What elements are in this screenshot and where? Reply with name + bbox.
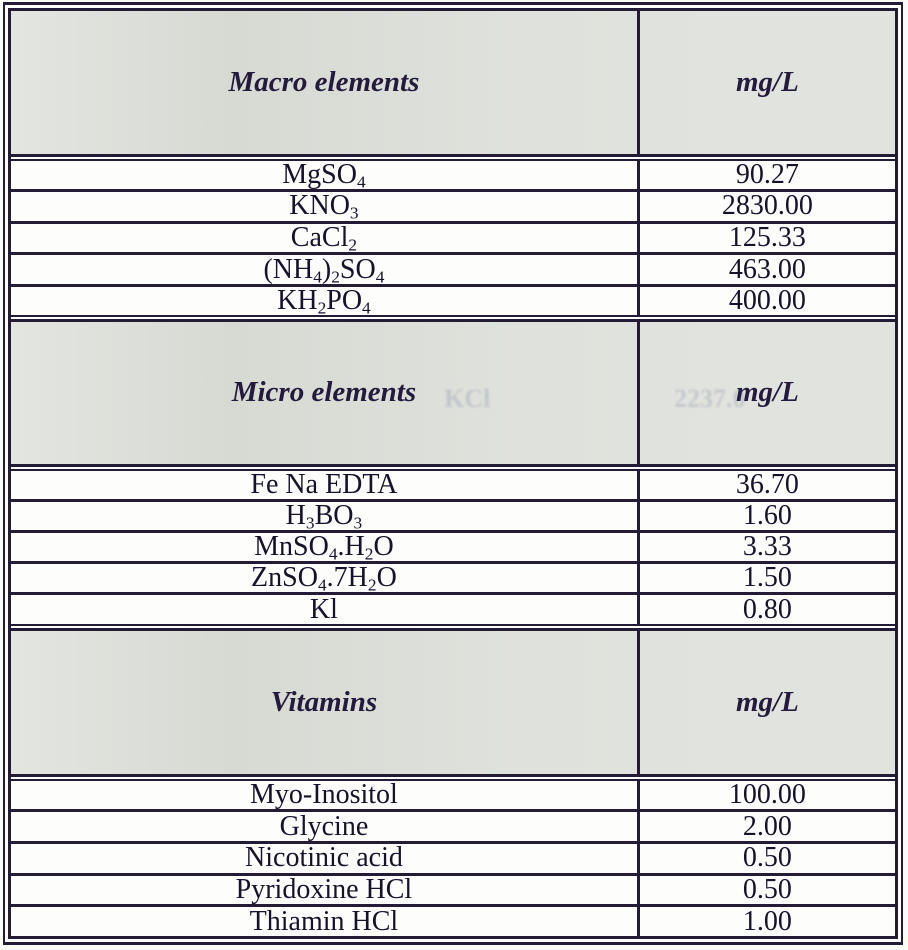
compound-cell — [11, 907, 637, 936]
bleed-through-text: 2237.0 — [674, 383, 746, 413]
concentration-value: 1.50 — [742, 562, 792, 594]
section-header-row — [11, 11, 895, 157]
concentration-cell — [637, 158, 895, 190]
concentration-cell — [637, 287, 895, 316]
table-row — [11, 158, 895, 192]
subscript: 2 — [348, 235, 358, 255]
compound-name: CaCl$_2$ — [290, 222, 358, 255]
compound-name: Fe Na EDTA — [250, 468, 398, 500]
unit-label: mg/L — [736, 376, 799, 409]
concentration-cell — [637, 499, 895, 531]
compound-cell — [11, 781, 637, 810]
subscript: 3 — [353, 513, 363, 533]
table-row — [11, 873, 895, 905]
compound-name: Myo-Inositol — [250, 779, 398, 811]
compound-name: $(NH_4)_2SO_4$ — [263, 253, 385, 286]
compound-name: Kl — [309, 593, 338, 625]
concentration-cell — [637, 812, 895, 841]
section-header-cell — [11, 11, 637, 154]
subscript: 3 — [349, 203, 359, 223]
compound-cell — [11, 812, 637, 841]
table-row — [11, 284, 895, 316]
compound-name: Glycine — [279, 810, 369, 842]
section-title: Macro elements — [228, 65, 420, 98]
bleed-through-text: KCl — [444, 383, 491, 413]
subscript: 4 — [317, 575, 327, 595]
compound-cell — [11, 255, 637, 284]
table-row — [11, 841, 895, 873]
concentration-value: 125.33 — [728, 222, 806, 253]
concentration-cell — [637, 255, 895, 284]
subscript: 4 — [356, 172, 366, 192]
section-header-row — [11, 319, 895, 466]
section-header-cell — [11, 631, 637, 774]
concentration-value: 1.60 — [742, 499, 792, 531]
concentration-value: 463.00 — [728, 253, 806, 285]
compound-cell — [11, 224, 637, 253]
concentration-value: 1.00 — [742, 905, 792, 937]
section-header-cell — [11, 322, 637, 463]
compound-name: Nicotinic acid — [245, 842, 403, 874]
concentration-value: 90.27 — [735, 158, 799, 190]
concentration-cell — [637, 844, 895, 873]
section-body — [11, 469, 895, 626]
compound-cell — [11, 468, 637, 500]
concentration-cell — [637, 781, 895, 810]
unit-header-cell — [637, 631, 895, 774]
concentration-cell — [637, 907, 895, 936]
table-row — [11, 468, 895, 500]
subscript: 4 — [375, 266, 385, 286]
subscript: 2 — [367, 575, 377, 595]
section-body — [11, 779, 895, 936]
concentration-cell — [637, 224, 895, 253]
concentration-cell — [637, 468, 895, 500]
table-row — [11, 904, 895, 936]
concentration-value: 36.70 — [735, 468, 799, 500]
unit-label: mg/L — [736, 685, 799, 718]
subscript: 2 — [331, 266, 340, 286]
medium-composition-table — [8, 8, 898, 939]
table-row — [11, 592, 895, 623]
table-row — [11, 561, 895, 595]
compound-cell — [11, 158, 637, 192]
concentration-value: 3.33 — [742, 531, 792, 563]
unit-label: mg/L — [736, 65, 799, 98]
table-row — [11, 530, 895, 564]
section-header-row — [11, 628, 895, 777]
subscript: 2 — [317, 298, 327, 318]
section-title: Micro elements — [231, 376, 417, 409]
compound-cell — [11, 192, 637, 221]
subscript: 4 — [362, 298, 371, 318]
concentration-cell — [637, 876, 895, 905]
compound-name: Pyridoxine HCl — [235, 874, 413, 906]
scanned-table-page — [3, 2, 903, 945]
table-row — [11, 781, 895, 810]
section-title: Vitamins — [270, 685, 378, 718]
compound-cell — [11, 287, 637, 316]
compound-cell — [11, 876, 637, 905]
compound-cell — [11, 595, 637, 623]
concentration-cell — [637, 564, 895, 592]
concentration-value: 2.00 — [742, 810, 792, 842]
unit-header-cell — [637, 322, 895, 463]
concentration-cell — [637, 533, 895, 561]
subscript: 3 — [305, 513, 315, 533]
table-row — [11, 189, 895, 221]
table-section — [11, 11, 895, 319]
compound-name: $H_3BO_3$ — [285, 499, 363, 533]
table-row — [11, 809, 895, 841]
compound-cell — [11, 844, 637, 873]
concentration-value: 0.50 — [742, 842, 792, 874]
table-row — [11, 252, 895, 284]
compound-cell — [11, 531, 637, 564]
concentration-value: 2830.00 — [721, 190, 813, 222]
table-row — [11, 499, 895, 533]
table-section — [11, 628, 895, 936]
compound-name: $KNO_3$ — [289, 190, 359, 223]
unit-header-cell — [637, 11, 895, 154]
subscript: 4 — [328, 544, 338, 564]
concentration-cell — [637, 192, 895, 221]
compound-name: $ZnSO_4.7H_2O$ — [251, 562, 397, 595]
compound-name: MgSO$_4$ — [282, 158, 366, 192]
compound-cell — [11, 499, 637, 533]
subscript: 2 — [364, 544, 374, 564]
compound-name: $KH_2PO_4$ — [277, 285, 371, 318]
concentration-value: 0.50 — [742, 874, 792, 906]
table-outer-border — [3, 2, 903, 945]
compound-name: Thiamin HCl — [249, 905, 399, 937]
subscript: 4 — [313, 266, 322, 286]
concentration-cell — [637, 595, 895, 623]
section-body — [11, 159, 895, 318]
concentration-value: 0.80 — [742, 593, 792, 625]
table-section — [11, 319, 895, 627]
table-row — [11, 221, 895, 253]
concentration-value: 100.00 — [728, 779, 806, 811]
compound-cell — [11, 562, 637, 595]
compound-name: $MnSO_4.H_2O$ — [254, 531, 394, 564]
concentration-value: 400.00 — [728, 285, 806, 317]
